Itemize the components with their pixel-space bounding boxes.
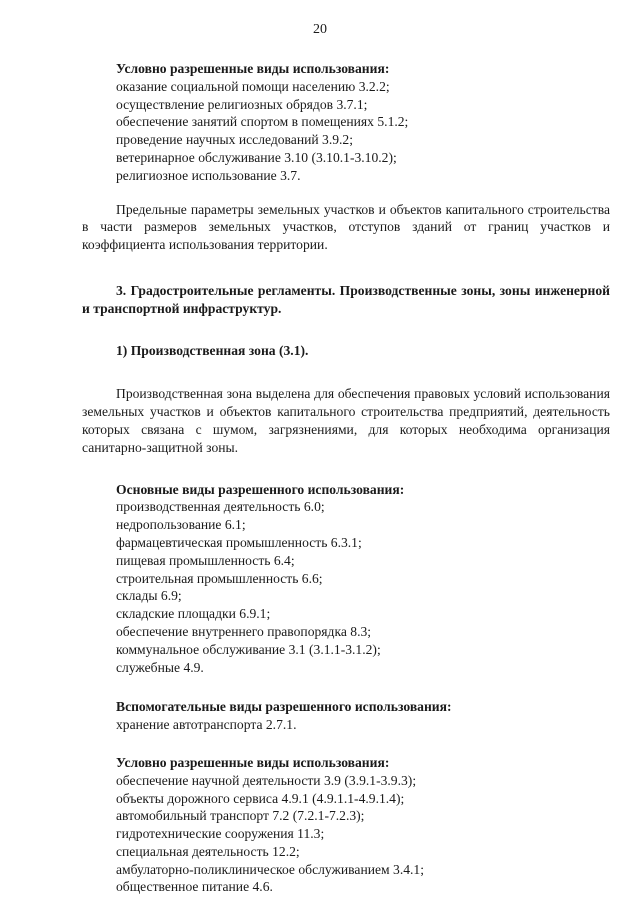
list-item: ветеринарное обслуживание 3.10 (3.10.1-3.10.2); xyxy=(116,149,397,165)
list-item: объекты дорожного сервиса 4.9.1 (4.9.1.1-4.9.1.4); xyxy=(116,790,405,806)
list-item: складские площадки 6.9.1; xyxy=(116,606,271,622)
list-item: склады 6.9; xyxy=(116,588,182,604)
main-uses-heading: Основные виды разрешенного использования: xyxy=(116,481,405,497)
section-3-title: 3. Градостроительные регламенты. Производственные зоны, зоны инженерной и транспортной инфраструктур. xyxy=(82,282,610,316)
page-number: 20 xyxy=(313,22,327,37)
production-zone-paragraph: Производственная зона выделена для обеспечения правовых условий использования земельных участков и объектов капитального строительства предприятий, деятельность которых связана с шумом, загрязнениями, для которых необходима организация санитарно-защитной зоны. xyxy=(82,386,610,455)
list-item: осуществление религиозных обрядов 3.7.1; xyxy=(116,96,368,112)
list-item: служебные 4.9. xyxy=(116,659,204,675)
list-item: автомобильный транспорт 7.2 (7.2.1-7.2.3); xyxy=(116,808,365,824)
conditional-uses-heading-1: Условно разрешенные виды использования: xyxy=(116,61,390,76)
list-item: гидротехнические сооружения 11.3; xyxy=(116,826,325,842)
list-item: фармацевтическая промышленность 6.3.1; xyxy=(116,534,362,550)
list-item: строительная промышленность 6.6; xyxy=(116,570,323,586)
list-item: обеспечение научной деятельности 3.9 (3.9.1-3.9.3); xyxy=(116,772,417,788)
list-item: оказание социальной помощи населению 3.2.2; xyxy=(116,78,390,94)
list-item: недропользование 6.1; xyxy=(116,517,246,533)
list-item: обеспечение занятий спортом в помещениях 5.1.2; xyxy=(116,114,409,130)
conditional-uses-heading-2: Условно разрешенные виды использования: xyxy=(116,754,390,770)
list-item: пищевая промышленность 6.4; xyxy=(116,552,295,568)
list-item: религиозное использование 3.7. xyxy=(116,167,301,183)
list-item: специальная деятельность 12.2; xyxy=(116,843,300,859)
page-content xyxy=(82,60,610,896)
auxiliary-uses-heading: Вспомогательные виды разрешенного использования: xyxy=(116,699,452,715)
list-item: хранение автотранспорта 2.7.1. xyxy=(116,717,297,733)
list-item: проведение научных исследований 3.9.2; xyxy=(116,132,354,148)
production-zone-title: 1) Производственная зона (3.1). xyxy=(116,342,309,358)
list-item: производственная деятельность 6.0; xyxy=(116,499,325,515)
limits-paragraph: Предельные параметры земельных участков и объектов капитального строительства в части размеров земельных участков, отступов зданий от границ участков и коэффициента использования территории. xyxy=(82,201,610,253)
list-item: обеспечение внутреннего правопорядка 8.3; xyxy=(116,623,372,639)
list-item: амбулаторно-поликлиническое обслуживанием 3.4.1; xyxy=(116,861,425,877)
list-item: коммунальное обслуживание 3.1 (3.1.1-3.1.2); xyxy=(116,641,381,657)
list-item: общественное питание 4.6. xyxy=(116,879,273,895)
